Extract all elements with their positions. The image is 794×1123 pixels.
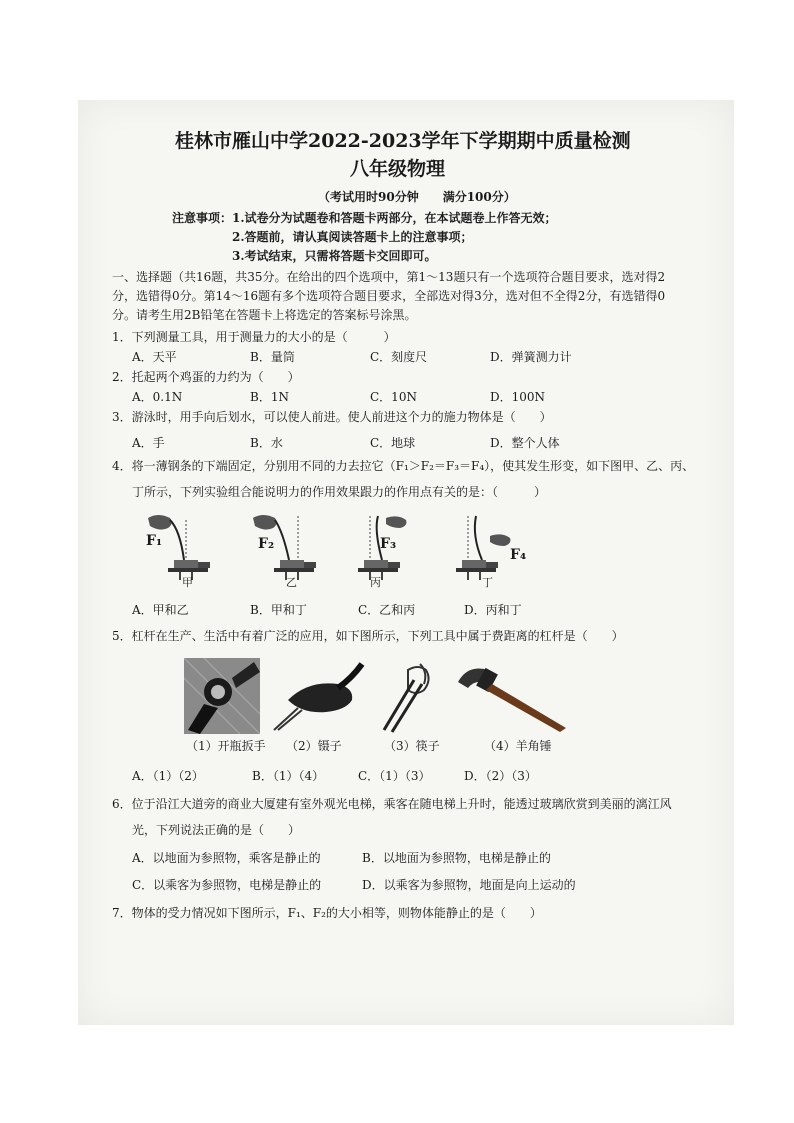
question-4-option-c: C．乙和丙 bbox=[358, 603, 416, 617]
question-5-stem: 5．杠杆在生产、生活中有着广泛的应用，如下图所示，下列工具中属于费距离的杠杆是（ ） bbox=[112, 629, 624, 643]
question-5-option-c: C．（1）（3） bbox=[358, 769, 431, 783]
question-5-option-b: B．（1）（4） bbox=[252, 769, 325, 783]
question-3-stem: 3．游泳时，用手向后划水，可以使人前进。使人前进这个力的施力物体是（ ） bbox=[112, 410, 552, 424]
note-3: 3.考试结束，只需将答题卡交回即可。 bbox=[232, 249, 437, 263]
force-label-f1: F₁ bbox=[146, 533, 163, 549]
section-intro-line-2: 分，选错得0分。第14～16题有多个选项符合题目要求，全部选对得3分，选对但不全得2分，有选错得0 bbox=[112, 289, 666, 303]
tool-caption-bottle-opener: （1）开瓶扳手 bbox=[186, 739, 266, 753]
question-6-option-a: A．以地面为参照物，乘客是静止的 bbox=[132, 851, 321, 865]
question-4-option-d: D．丙和丁 bbox=[464, 603, 522, 617]
note-1: 1.试卷分为试题卷和答题卡两部分，在本试题卷上作答无效； bbox=[232, 211, 557, 225]
question-2-option-d: D．100N bbox=[490, 390, 546, 404]
tool-caption-tweezers: （2）镊子 bbox=[286, 739, 342, 753]
exam-title: 桂林市雁山中学2022-2023学年下学期期中质量检测 bbox=[175, 130, 631, 152]
tweezers-photo bbox=[268, 660, 368, 732]
question-1-stem: 1．下列测量工具，用于测量力的大小的是（ ） bbox=[112, 330, 396, 344]
question-5-option-d: D．（2）（3） bbox=[464, 769, 537, 783]
question-6-stem-line-1: 6．位于沿江大道旁的商业大厦建有室外观光电梯，乘客在随电梯上升时，能透过玻璃欣赏到美丽的漓江风 bbox=[112, 797, 672, 811]
question-3-option-a: A．手 bbox=[132, 436, 165, 450]
section-intro-line-3: 分。请考生用2B铅笔在答题卡上将选定的答案标号涂黑。 bbox=[112, 308, 417, 322]
question-1-option-c: C．刻度尺 bbox=[370, 350, 428, 364]
question-7-stem: 7．物体的受力情况如下图所示，F₁、F₂的大小相等，则物体能静止的是（ ） bbox=[112, 906, 542, 920]
question-6-option-c: C．以乘客为参照物，电梯是静止的 bbox=[132, 878, 322, 892]
bottle-opener-photo bbox=[184, 658, 260, 734]
question-4-option-a: A．甲和乙 bbox=[132, 603, 189, 617]
exam-time-info: （考试用时90分钟 满分100分） bbox=[318, 190, 516, 204]
note-2: 2.答题前，请认真阅读答题卡上的注意事项； bbox=[232, 230, 473, 244]
question-2-stem: 2．托起两个鸡蛋的力约为（ ） bbox=[112, 370, 300, 384]
section-intro-line-1: 一、选择题（共16题，共35分。在给出的四个选项中，第1～13题只有一个选项符合题目要求，选对得2 bbox=[112, 270, 666, 284]
question-2-option-b: B．1N bbox=[250, 390, 289, 404]
question-1-option-b: B．量筒 bbox=[250, 350, 295, 364]
chopsticks-photo bbox=[378, 660, 448, 734]
question-2-option-a: A．0.1N bbox=[132, 390, 183, 404]
notes-label: 注意事项： bbox=[172, 211, 233, 225]
tool-caption-hammer: （4）羊角锤 bbox=[484, 739, 552, 753]
steel-strip-diagram-ding bbox=[456, 516, 510, 580]
question-1-option-a: A．天平 bbox=[132, 350, 177, 364]
tool-caption-chopsticks: （3）筷子 bbox=[384, 739, 440, 753]
question-6-option-d: D．以乘客为参照物，地面是向上运动的 bbox=[362, 878, 576, 892]
force-label-f4: F₄ bbox=[510, 547, 527, 563]
exam-subject: 八年级物理 bbox=[350, 158, 446, 180]
question-6-stem-line-2: 光，下列说法正确的是（ ） bbox=[132, 823, 301, 837]
figure-caption-jia: 甲 bbox=[182, 576, 193, 589]
claw-hammer-photo bbox=[452, 662, 572, 732]
question-3-option-d: D．整个人体 bbox=[490, 436, 560, 450]
figure-caption-yi: 乙 bbox=[286, 576, 297, 589]
figure-caption-bing: 丙 bbox=[370, 576, 381, 589]
question-4-stem-line-1: 4．将一薄钢条的下端固定，分别用不同的力去拉它（F₁＞F₂＝F₃＝F₄），使其发生形变，如下图甲、乙、丙、 bbox=[112, 459, 695, 473]
question-4-stem-line-2: 丁所示，下列实验组合能说明力的作用效果跟力的作用点有关的是：（ ） bbox=[132, 485, 547, 499]
question-4-option-b: B．甲和丁 bbox=[250, 603, 307, 617]
force-label-f2: F₂ bbox=[258, 536, 275, 552]
question-6-option-b: B．以地面为参照物，电梯是静止的 bbox=[362, 851, 551, 865]
question-2-option-c: C．10N bbox=[370, 390, 417, 404]
figure-caption-ding: 丁 bbox=[482, 576, 493, 589]
question-5-option-a: A．（1）（2） bbox=[132, 769, 204, 783]
question-3-option-b: B．水 bbox=[250, 436, 283, 450]
force-label-f3: F₃ bbox=[380, 536, 397, 552]
question-3-option-c: C．地球 bbox=[370, 436, 416, 450]
question-1-option-d: D．弹簧测力计 bbox=[490, 350, 572, 364]
